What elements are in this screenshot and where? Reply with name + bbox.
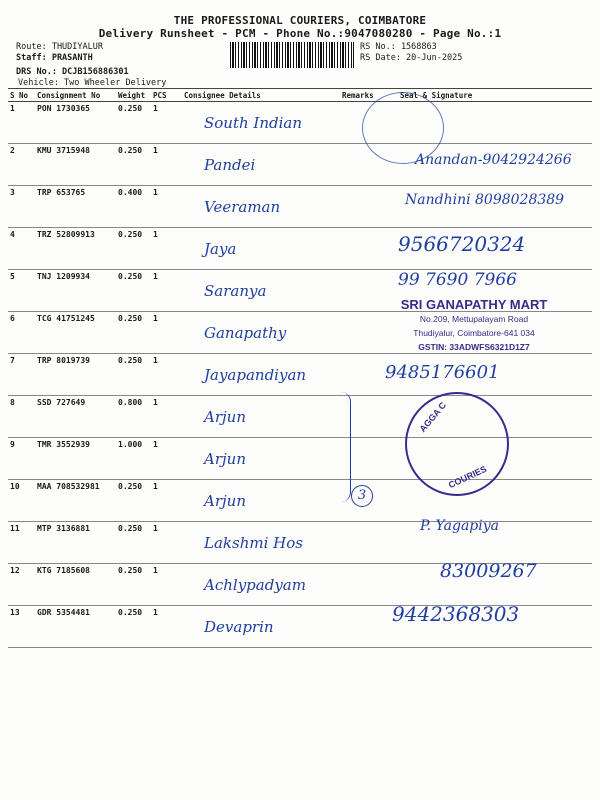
row-pcs-text: 1 xyxy=(153,440,158,449)
signature-5: 99 7690 7966 xyxy=(398,270,517,290)
row-sno-text: 10 xyxy=(10,482,20,491)
row-consignee-text: Arjun xyxy=(204,492,246,510)
row-sno xyxy=(8,564,35,606)
table-header-row xyxy=(8,89,592,102)
row-consignee-text: Pandei xyxy=(204,156,256,174)
row-weight xyxy=(116,522,151,564)
row-consignment-no-text: TCG 41751245 xyxy=(37,314,95,323)
drs-label: DRS No.: DCJB156886301 xyxy=(16,67,129,77)
row-pcs xyxy=(151,270,182,312)
row-pcs xyxy=(151,522,182,564)
row-consignment-no xyxy=(35,270,116,312)
row-pcs xyxy=(151,438,182,480)
row-consignee xyxy=(182,312,340,354)
row-remarks xyxy=(340,228,398,270)
row-sno xyxy=(8,312,35,354)
stamp-address-1: No.209, Mettupalayam Road xyxy=(419,314,529,324)
row-pcs xyxy=(151,480,182,522)
rs-number: RS No.: 1568863 xyxy=(360,42,437,52)
row-sno-text: 13 xyxy=(10,608,20,617)
row-consignee xyxy=(182,522,340,564)
col-seal-signature: Seal & Signature xyxy=(398,89,592,102)
stamp-shop-name: SRI GANAPATHY MART xyxy=(400,297,548,312)
remark-circled-number: 3 xyxy=(351,485,373,507)
bracket-mark xyxy=(338,392,351,502)
row-weight xyxy=(116,144,151,186)
row-pcs xyxy=(151,564,182,606)
row-weight xyxy=(116,396,151,438)
row-pcs-text: 1 xyxy=(153,566,158,575)
row-sno-text: 4 xyxy=(10,230,15,239)
table-row xyxy=(8,102,592,144)
signature-2: Anandan-9042924266 xyxy=(415,152,572,168)
row-pcs xyxy=(151,228,182,270)
row-consignment-no xyxy=(35,522,116,564)
row-consignment-no-text: SSD 727649 xyxy=(37,398,86,407)
row-sno-text: 6 xyxy=(10,314,15,323)
row-weight-text: 0.400 xyxy=(118,188,143,197)
route-label: Route: THUDIYALUR xyxy=(16,42,103,52)
row-weight-text: 0.250 xyxy=(118,104,143,113)
row-sno xyxy=(8,438,35,480)
row-weight-text: 0.250 xyxy=(118,146,143,155)
row-weight xyxy=(116,480,151,522)
barcode xyxy=(230,42,354,68)
courier-round-seal xyxy=(405,392,509,496)
row-weight xyxy=(116,312,151,354)
signature-13: 9442368303 xyxy=(392,602,520,626)
row-pcs-text: 1 xyxy=(153,188,158,197)
table-row xyxy=(8,522,592,564)
row-sno-text: 3 xyxy=(10,188,15,197)
row-consignment-no-text: KMU 3715948 xyxy=(37,146,90,155)
col-consignment: Consignment No xyxy=(35,89,116,102)
row-weight-text: 0.250 xyxy=(118,608,143,617)
row-pcs-text: 1 xyxy=(153,608,158,617)
row-consignee xyxy=(182,186,340,228)
row-weight xyxy=(116,228,151,270)
row-consignee xyxy=(182,564,340,606)
row-weight xyxy=(116,102,151,144)
row-sno xyxy=(8,102,35,144)
row-sno xyxy=(8,396,35,438)
row-weight-text: 1.000 xyxy=(118,440,143,449)
col-remarks: Remarks xyxy=(340,89,398,102)
row-sno xyxy=(8,228,35,270)
row-sno xyxy=(8,522,35,564)
row-consignee xyxy=(182,102,340,144)
row-weight xyxy=(116,354,151,396)
row-pcs-text: 1 xyxy=(153,314,158,323)
row-weight-text: 0.250 xyxy=(118,566,143,575)
row-remarks xyxy=(340,522,398,564)
row-consignment-no xyxy=(35,480,116,522)
runsheet-subtitle: Delivery Runsheet - PCM - Phone No.:9047080280 - Page No.:1 xyxy=(98,27,502,40)
row-consignee xyxy=(182,144,340,186)
row-consignee-text: Jaya xyxy=(204,240,237,258)
row-pcs-text: 1 xyxy=(153,272,158,281)
row-consignee xyxy=(182,354,340,396)
signature-3: Nandhini 8098028389 xyxy=(405,192,565,208)
table-row xyxy=(8,354,592,396)
col-consignee: Consignee Details xyxy=(182,89,340,102)
seal-bottom-text: COURIES xyxy=(446,463,489,491)
signature-4: 9566720324 xyxy=(398,232,526,256)
row-pcs-text: 1 xyxy=(153,524,158,533)
row-consignee-text: Lakshmi Hos xyxy=(204,534,303,552)
row-weight xyxy=(116,186,151,228)
row-pcs-text: 1 xyxy=(153,146,158,155)
row-consignment-no xyxy=(35,186,116,228)
row-pcs-text: 1 xyxy=(153,230,158,239)
row-weight-text: 0.250 xyxy=(118,356,143,365)
row-consignment-no-text: TNJ 1209934 xyxy=(37,272,90,281)
row-consignment-no xyxy=(35,144,116,186)
row-pcs xyxy=(151,606,182,648)
row-pcs xyxy=(151,354,182,396)
row-consignment-no-text: MTP 3136881 xyxy=(37,524,90,533)
row-remarks xyxy=(340,606,398,648)
row-sno-text: 12 xyxy=(10,566,20,575)
row-remarks xyxy=(340,186,398,228)
row-consignment-no-text: PON 1730365 xyxy=(37,104,90,113)
row-pcs xyxy=(151,396,182,438)
rs-info xyxy=(360,42,462,64)
signature-11: P. Yagapiya xyxy=(420,518,499,534)
row-consignment-no-text: GDR 5354481 xyxy=(37,608,90,617)
row-weight xyxy=(116,438,151,480)
row-consignee-text: Jayapandiyan xyxy=(204,366,307,384)
col-weight: Weight xyxy=(116,89,151,102)
row-sno-text: 1 xyxy=(10,104,15,113)
row-consignment-no xyxy=(35,564,116,606)
row-sno-text: 11 xyxy=(10,524,20,533)
col-sno: S No xyxy=(8,89,35,102)
row-consignment-no xyxy=(35,312,116,354)
row-remarks xyxy=(340,564,398,606)
row-weight-text: 0.250 xyxy=(118,314,143,323)
signature-12: 83009267 xyxy=(440,560,537,582)
row-pcs xyxy=(151,186,182,228)
row-weight xyxy=(116,564,151,606)
rs-date: RS Date: 20-Jun-2025 xyxy=(360,53,463,63)
signature-7: 9485176601 xyxy=(385,362,500,383)
seal-circle-top xyxy=(362,92,444,164)
row-consignee xyxy=(182,396,340,438)
row-sno xyxy=(8,186,35,228)
shop-stamp xyxy=(374,297,574,352)
row-sno xyxy=(8,270,35,312)
row-pcs-text: 1 xyxy=(153,482,158,491)
row-sno-text: 7 xyxy=(10,356,15,365)
row-weight xyxy=(116,270,151,312)
row-consignee xyxy=(182,480,340,522)
table-row xyxy=(8,480,592,522)
row-sno-text: 8 xyxy=(10,398,15,407)
row-consignee-text: Arjun xyxy=(204,408,246,426)
row-consignment-no xyxy=(35,438,116,480)
row-consignment-no-text: MAA 708532981 xyxy=(37,482,100,491)
row-consignment-no xyxy=(35,354,116,396)
row-weight-text: 0.800 xyxy=(118,398,143,407)
col-pcs: PCS xyxy=(151,89,182,102)
seal-top-text: AGGA C xyxy=(417,400,449,434)
row-sno-text: 2 xyxy=(10,146,15,155)
row-consignee xyxy=(182,270,340,312)
row-weight xyxy=(116,606,151,648)
row-consignment-no-text: TRP 8019739 xyxy=(37,356,90,365)
row-consignment-no xyxy=(35,606,116,648)
row-consignment-no-text: KTG 7185608 xyxy=(37,566,90,575)
row-consignee-text: Devaprin xyxy=(204,618,274,636)
row-weight-text: 0.250 xyxy=(118,482,143,491)
vehicle-label: Vehicle: Two Wheeler Delivery xyxy=(18,78,167,88)
row-pcs-text: 1 xyxy=(153,104,158,113)
row-sno-text: 9 xyxy=(10,440,15,449)
row-sno xyxy=(8,480,35,522)
row-consignee-text: Ganapathy xyxy=(204,324,287,342)
row-consignment-no-text: TRP 653765 xyxy=(37,188,86,197)
row-consignee xyxy=(182,606,340,648)
row-weight-text: 0.250 xyxy=(118,524,143,533)
row-weight-text: 0.250 xyxy=(118,272,143,281)
row-sno-text: 5 xyxy=(10,272,15,281)
row-weight-text: 0.250 xyxy=(118,230,143,239)
row-consignee-text: Arjun xyxy=(204,450,246,468)
route-info xyxy=(16,42,166,89)
row-consignment-no xyxy=(35,228,116,270)
row-pcs-text: 1 xyxy=(153,356,158,365)
row-consignee-text: Achlypadyam xyxy=(204,576,306,594)
row-consignee xyxy=(182,438,340,480)
row-consignee-text: Veeraman xyxy=(204,198,281,216)
stamp-gstin: GSTIN: 33ADWFS6321D1Z7 xyxy=(418,342,530,352)
row-sno xyxy=(8,144,35,186)
row-consignee xyxy=(182,228,340,270)
staff-label: Staff: PRASANTH xyxy=(16,53,93,63)
row-consignment-no-text: TRZ 52809913 xyxy=(37,230,95,239)
row-pcs-text: 1 xyxy=(153,398,158,407)
row-pcs xyxy=(151,102,182,144)
row-consignment-no-text: TMR 3552939 xyxy=(37,440,90,449)
row-consignment-no xyxy=(35,102,116,144)
row-consignee-text: South Indian xyxy=(204,114,303,132)
runsheet-title: THE PROFESSIONAL COURIERS, COIMBATORE xyxy=(173,14,427,27)
row-pcs xyxy=(151,144,182,186)
row-consignee-text: Saranya xyxy=(204,282,267,300)
row-sno xyxy=(8,606,35,648)
row-consignment-no xyxy=(35,396,116,438)
stamp-address-2: Thudiyalur, Coimbatore-641 034 xyxy=(413,328,535,338)
row-pcs xyxy=(151,312,182,354)
row-sno xyxy=(8,354,35,396)
